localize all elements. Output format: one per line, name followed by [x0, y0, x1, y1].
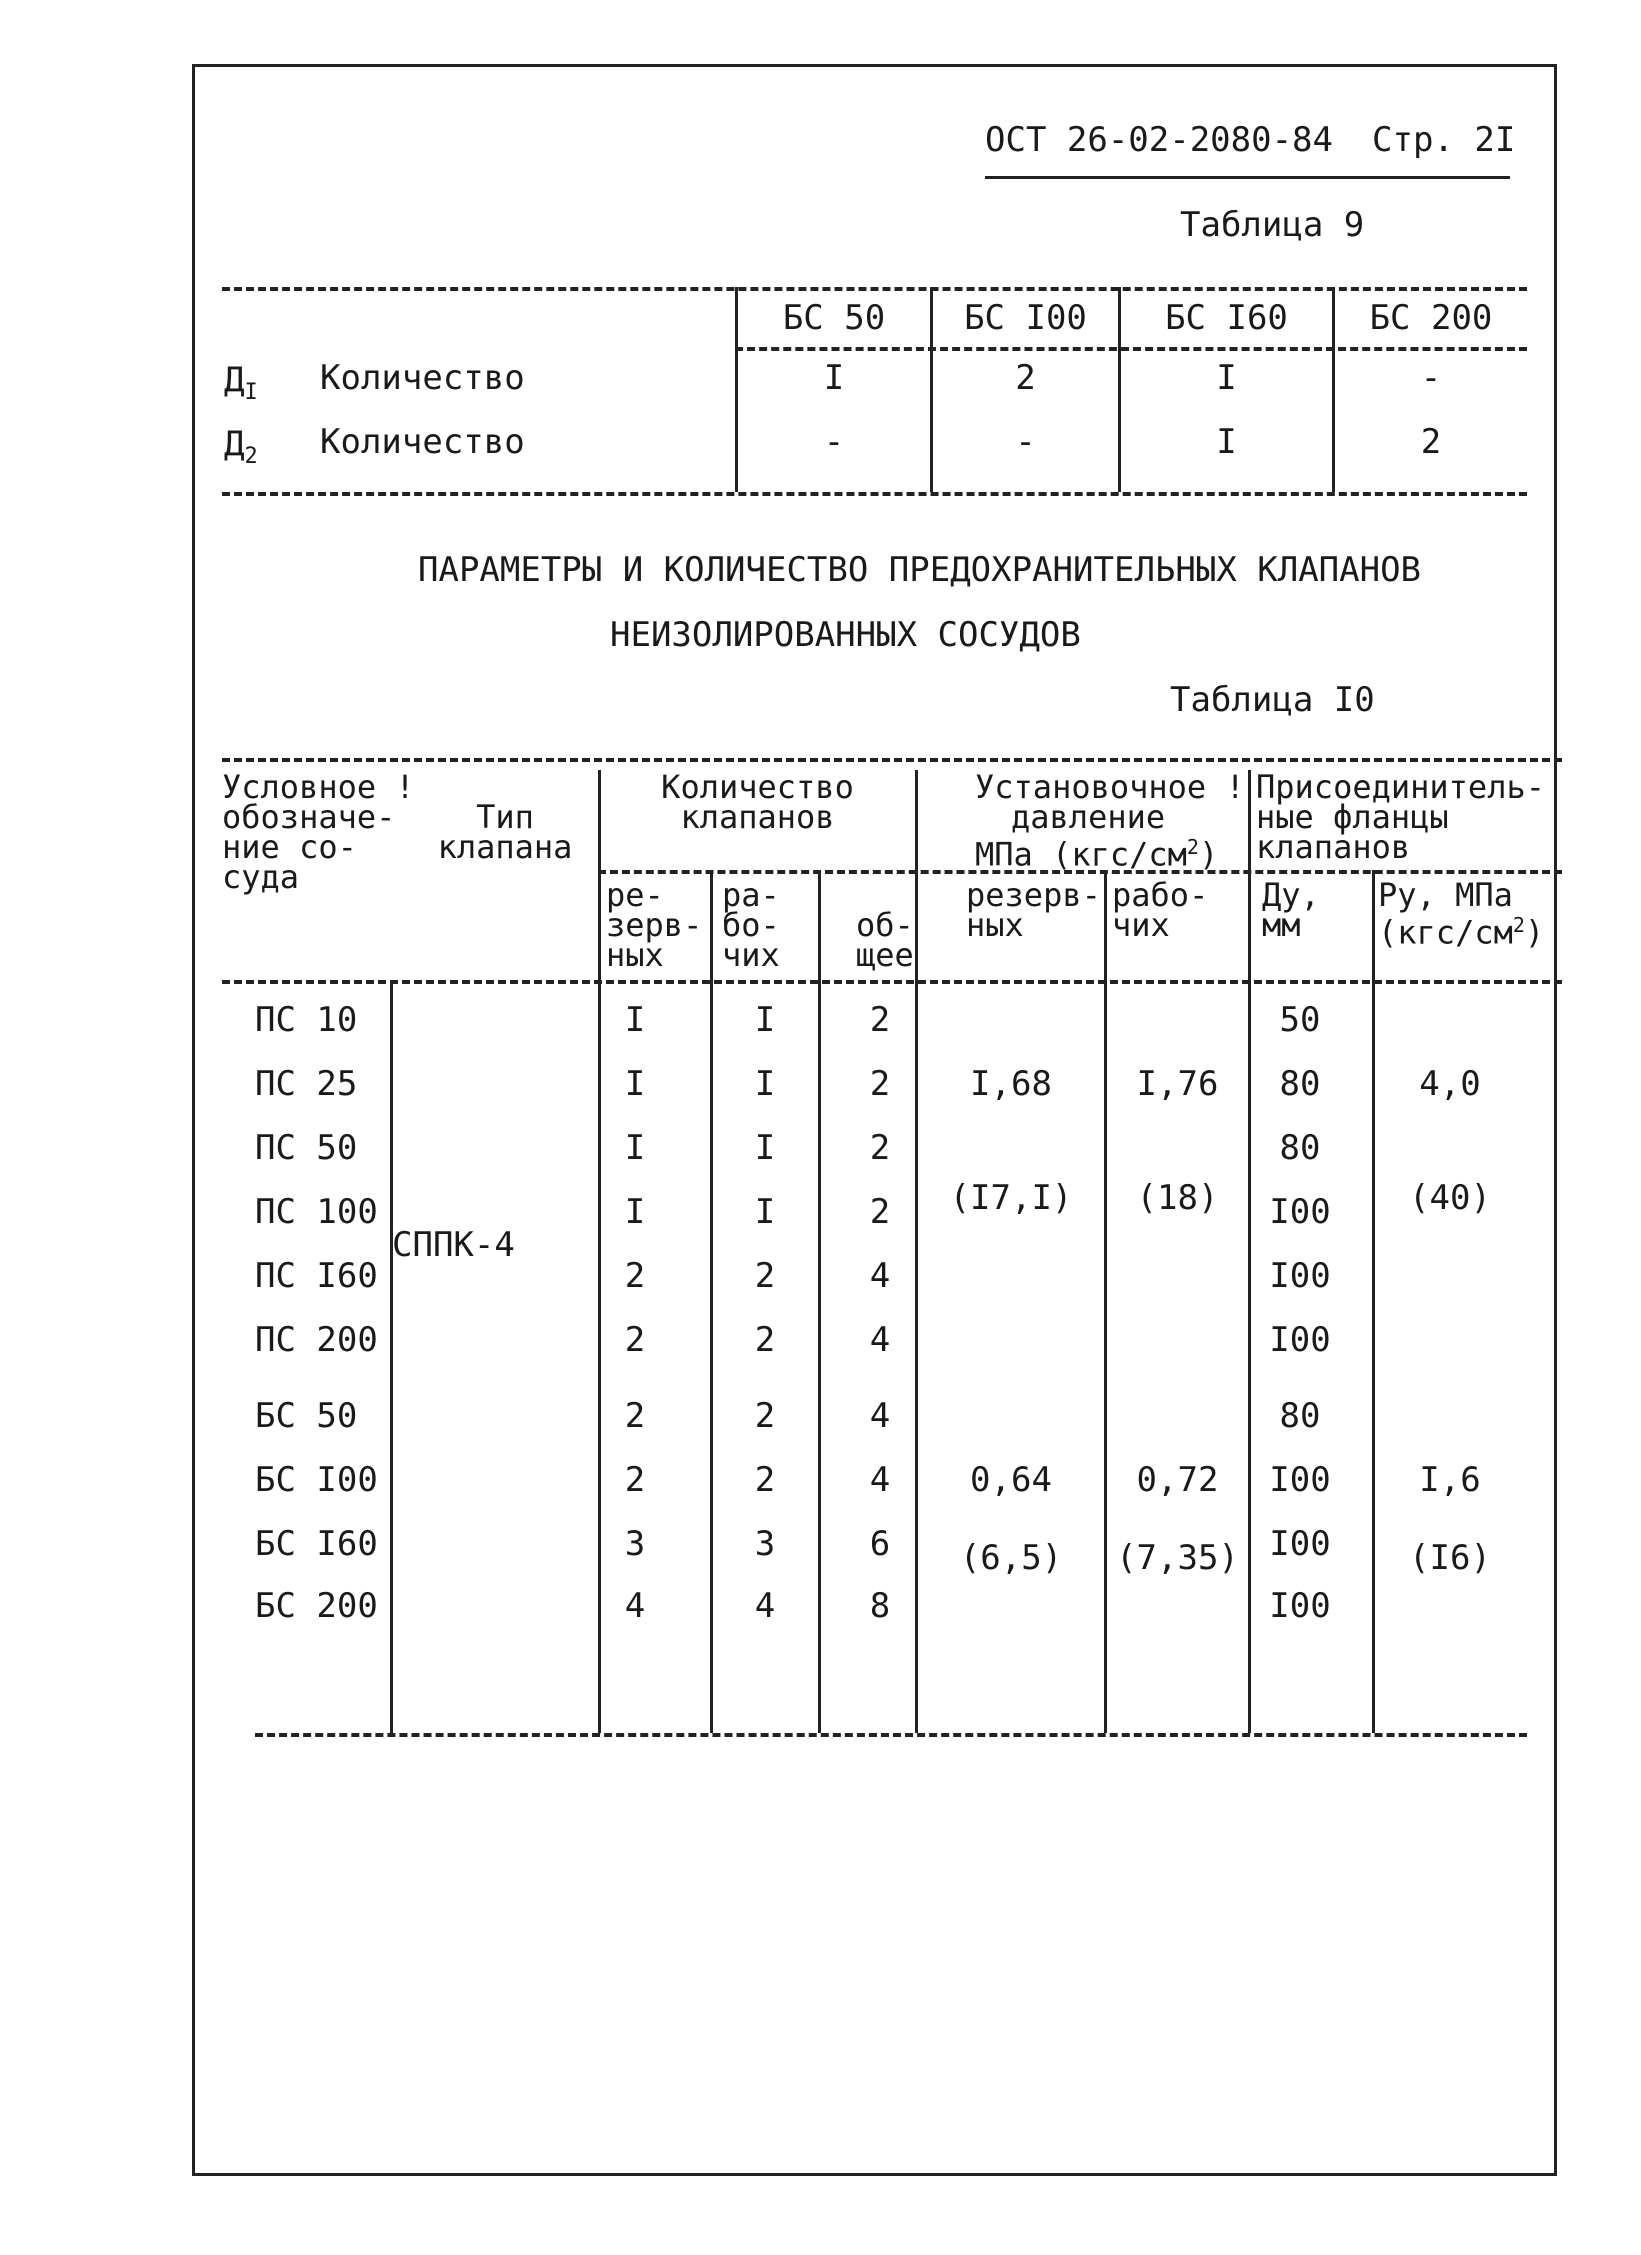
row-working: 2 [754, 1460, 776, 1500]
group1-pu: 4,0 [1419, 1064, 1481, 1104]
section-title-line1: ПАРАМЕТРЫ И КОЛИЧЕСТВО ПРЕДОХРАНИТЕЛЬНЫХ КЛАПАНОВ [418, 550, 1422, 590]
row-working: 3 [754, 1524, 776, 1564]
table9-cell: I [1216, 422, 1237, 462]
table10-divider [915, 770, 918, 1733]
group2-pressure-reserve: 0,64 [970, 1460, 1052, 1500]
row-total: 2 [869, 1128, 891, 1168]
table9-col-header: БС I00 [964, 298, 1087, 338]
row-vessel: БС I00 [255, 1460, 378, 1500]
header-pressure-reserve: резерв- ных [966, 876, 1101, 944]
section-title-line2: НЕИЗОЛИРОВАННЫХ СОСУДОВ [610, 615, 1081, 655]
table9-cell: - [1015, 422, 1036, 462]
row-total: 4 [869, 1396, 891, 1436]
row-working: 4 [754, 1586, 776, 1626]
table9-cell: - [823, 422, 845, 462]
group2-pressure-working-kgf: (7,35) [1116, 1538, 1239, 1578]
table9-cell: 2 [1420, 422, 1442, 462]
header-pu: Ру, МПа $(кгс/см^2)$ [1378, 876, 1545, 952]
group1-pressure-reserve: I,68 [970, 1064, 1052, 1104]
row-du: 50 [1279, 1000, 1321, 1040]
row-vessel: ПС 50 [255, 1128, 358, 1168]
table9-row-symbol: $Д_2$ [224, 424, 258, 469]
row-reserve: 3 [624, 1524, 646, 1564]
row-vessel: ПС 200 [255, 1320, 378, 1360]
row-vessel: ПС 100 [255, 1192, 378, 1232]
table9-row-symbol: $Д_I$ [224, 360, 258, 405]
row-reserve: 4 [624, 1586, 646, 1626]
row-total: 2 [869, 1192, 891, 1232]
group1-pu-kgf: (40) [1409, 1178, 1491, 1218]
row-du: 80 [1279, 1128, 1321, 1168]
row-working: I [754, 1192, 776, 1232]
table9-col-header: БС I60 [1165, 298, 1288, 338]
row-vessel: БС 200 [255, 1586, 378, 1626]
header-underline [985, 176, 1510, 179]
header-valve-type: Тип клапана [437, 798, 573, 866]
row-total: 4 [869, 1320, 891, 1360]
table10-divider [710, 870, 713, 1733]
row-reserve: I [624, 1000, 646, 1040]
table9-cell: I [823, 358, 845, 398]
row-reserve: 2 [624, 1320, 646, 1360]
table9-row-name: Количество [320, 422, 525, 462]
table9-col-header: БС 200 [1369, 298, 1493, 338]
row-working: I [754, 1064, 776, 1104]
row-working: 2 [754, 1320, 776, 1360]
row-reserve: I [624, 1128, 646, 1168]
row-du: I00 [1269, 1256, 1331, 1296]
table10-divider [818, 870, 821, 1733]
table10-header-rule [222, 980, 1562, 984]
row-reserve: 2 [624, 1396, 646, 1436]
page-number: Стр. 2I [1372, 120, 1516, 160]
row-total: 4 [869, 1256, 891, 1296]
header-count: Количество клапанов [661, 768, 854, 836]
row-reserve: 2 [624, 1460, 646, 1500]
row-total: 2 [869, 1000, 891, 1040]
row-du: 80 [1279, 1064, 1321, 1104]
row-du: I00 [1269, 1192, 1331, 1232]
table10-label: Таблица I0 [1170, 680, 1375, 720]
table9-bottom-rule [222, 492, 1527, 496]
row-vessel: ПС 25 [255, 1064, 358, 1104]
row-du: I00 [1269, 1524, 1331, 1564]
table9-cell: I [1216, 358, 1237, 398]
group1-pressure-reserve-kgf: (I7,I) [949, 1178, 1073, 1218]
row-working: 2 [754, 1396, 776, 1436]
table9-cell: - [1420, 358, 1442, 398]
row-working: 2 [754, 1256, 776, 1296]
row-vessel: БС 50 [255, 1396, 358, 1436]
row-total: 8 [869, 1586, 891, 1626]
group2-pressure-working: 0,72 [1136, 1460, 1219, 1500]
valve-type: СППК-4 [392, 1225, 515, 1265]
row-vessel: БС I60 [255, 1524, 378, 1564]
header-pressure: Установочное ! давление МПа $(кгс/см^2)$ [975, 768, 1245, 874]
header-pressure-working: рабо- чих [1112, 876, 1209, 944]
row-du: I00 [1269, 1586, 1331, 1626]
row-total: 4 [869, 1460, 891, 1500]
row-du: I00 [1269, 1320, 1331, 1360]
row-vessel: ПС I60 [255, 1256, 378, 1296]
table10-divider [1372, 870, 1375, 1733]
group2-pu: I,6 [1419, 1460, 1481, 1500]
table9-header-rule [735, 347, 1527, 351]
group2-pressure-reserve-kgf: (6,5) [959, 1538, 1063, 1578]
header-du: Ду, мм [1262, 876, 1320, 944]
table10-top-rule [222, 758, 1562, 762]
table9-col-header: БС 50 [782, 298, 886, 338]
row-reserve: I [624, 1192, 646, 1232]
header-vessel: Условное ! обозначе- ние со- суда [222, 768, 415, 896]
table10-bottom-rule [255, 1733, 1527, 1737]
row-vessel: ПС 10 [255, 1000, 358, 1040]
header-count-total: об- щее [856, 906, 914, 974]
row-working: I [754, 1128, 776, 1168]
row-reserve: 2 [624, 1256, 646, 1296]
table10-divider [390, 980, 393, 1733]
group1-pressure-working: I,76 [1136, 1064, 1219, 1104]
row-total: 2 [869, 1064, 891, 1104]
row-total: 6 [869, 1524, 891, 1564]
row-du: 80 [1279, 1396, 1321, 1436]
group2-pu-kgf: (I6) [1409, 1538, 1491, 1578]
row-reserve: I [624, 1064, 646, 1104]
row-working: I [754, 1000, 776, 1040]
table9-label: Таблица 9 [1180, 205, 1365, 245]
table10-divider [1104, 870, 1107, 1733]
group1-pressure-working-kgf: (18) [1136, 1178, 1219, 1218]
header-flanges: Присоединитель- ные фланцы клапанов [1256, 768, 1545, 866]
table9-row-name: Количество [320, 358, 525, 398]
row-du: I00 [1269, 1460, 1331, 1500]
standard-number: ОСТ 26-02-2080-84 [985, 120, 1333, 160]
header-count-working: ра- бо- чих [722, 876, 780, 974]
table9-cell: 2 [1015, 358, 1036, 398]
header-count-reserve: ре- зерв- ных [606, 876, 703, 974]
